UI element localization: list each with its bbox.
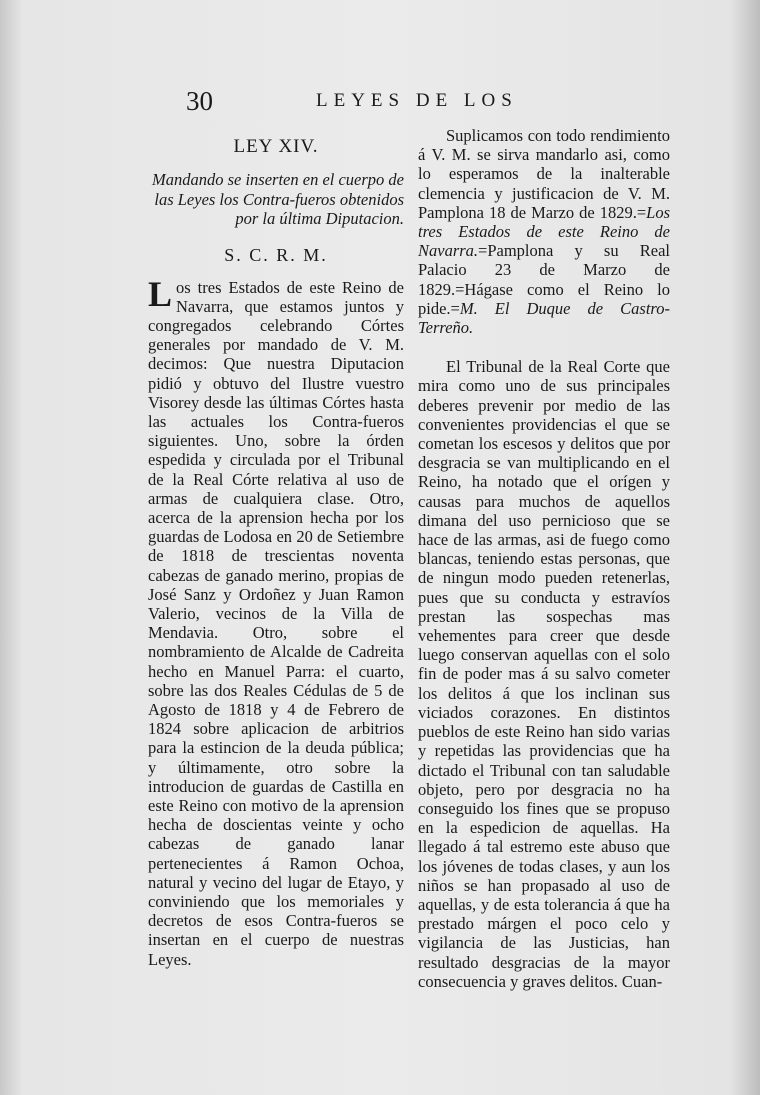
tribunal-paragraph: El Tribunal de la Real Corte que mira como uno de sus principales deberes prevenir por medio de las convenientes providencias el que se cometan los escesos y delitos que por desgracia se van multiplicando en el Reino, ha notado que el orígen y causas para muchos de aquellos dimana del uso pernicioso que se hace de las armas, asi de fuego como blancas, teniendo estas personas, que de ningun modo pueden retenerlas, pues que su conducta y estravíos prestan las sospechas mas vehementes para creer que desde luego conservan aquellas con el solo fin de poder mas á su salvo cometer los delitos á que los inclinan sus viciados corazones. En distintos pueblos de este Reino han sido varias y repetidas las providencias que ha dictado el Tribunal con tan saludable objeto, pero por desgracia no ha conseguido los fines que se propuso en la espedicion de aquellas. Ha llegado á tal estremo este abuso que los jóvenes de todas clases, y aun los niños se han propasado al uso de aquellas, y de esta tolerancia á que ha prestado márgen el poco celo y vigilancia de las Justicias, han resultado desgracias de la mayor consecuencia y graves delitos. Cuan- [418,357,670,991]
salutation: S. C. R. M. [224,244,328,265]
decree-text: =Pamplona y su Real Palacio 23 de Marzo de 1829.=Hágase como el Reino lo pide.= [418,241,670,318]
left-column [148,126,404,969]
right-column [418,126,670,991]
duque-signature: M. El Duque de Castro-Terreño. [418,298,670,338]
supplication-paragraph [418,126,670,337]
page-number: 30 [186,86,213,116]
petition-text: os tres Estados de este Reino de Navarra, que estamos juntos y congregados celebrando Córtes generales por mandado de V. M. decimos: Que nuestra Diputacion pidió y obtuvo del Ilustre vuestro Visorey desde las últimas Córtes hasta las actuales los Contra-fueros siguientes. Uno, sobre la órden espedida y circulada por el Tribunal de la Real Córte relativa al uso de armas de cualquiera clase. Otro, acerca de la aprension hecha por los guardas de Lodosa en 20 de Setiembre de 1818 de trescientas noventa cabezas de ganado merino, propias de José Sanz y Ordoñez y Juan Ramon Valerio, vecinos de la Villa de Mendavia. Otro, sobre el nombramiento de Alcalde de Cadreita hecho en Manuel Parra: el cuarto, sobre las dos Reales Cédulas de 5 de Agosto de 1818 y 4 de Febrero de 1824 sobre aplicacion de arbitrios para la estincion de la deuda pública; y últimamente, otro sobre la introducion de guardas de Castilla en este Reino con motivo de la aprension hecha de doscientas veinte y ocho cabezas de ganado lanar pertenecientes á Ramon Ochoa, natural y vecino del lugar de Etayo, y conviniendo que los memoriales y decretos de esos Contra-fueros se insertan en el cuerpo de nuestras Leyes. [148,277,404,969]
estados-signature: Los tres Estados de este Reino de Navarra. [418,202,670,261]
drop-cap: L [148,273,173,314]
running-header [0,86,760,118]
supplication-text: Suplicamos con todo rendimiento á V. M. se sirva mandarlo asi, como lo esperamos de la inalterable clemencia y justificacion de V. M. Pamplona 18 de Marzo de 1829.= [418,126,670,222]
law-subtitle: Mandando se inserten en el cuerpo de las Leyes los Contra-fueros obtenidos por la última Diputacion. [151,170,404,228]
law-title: LEY XIV. [233,136,319,157]
running-title: LEYES DE LOS [316,90,518,111]
petition-paragraph [148,273,404,969]
